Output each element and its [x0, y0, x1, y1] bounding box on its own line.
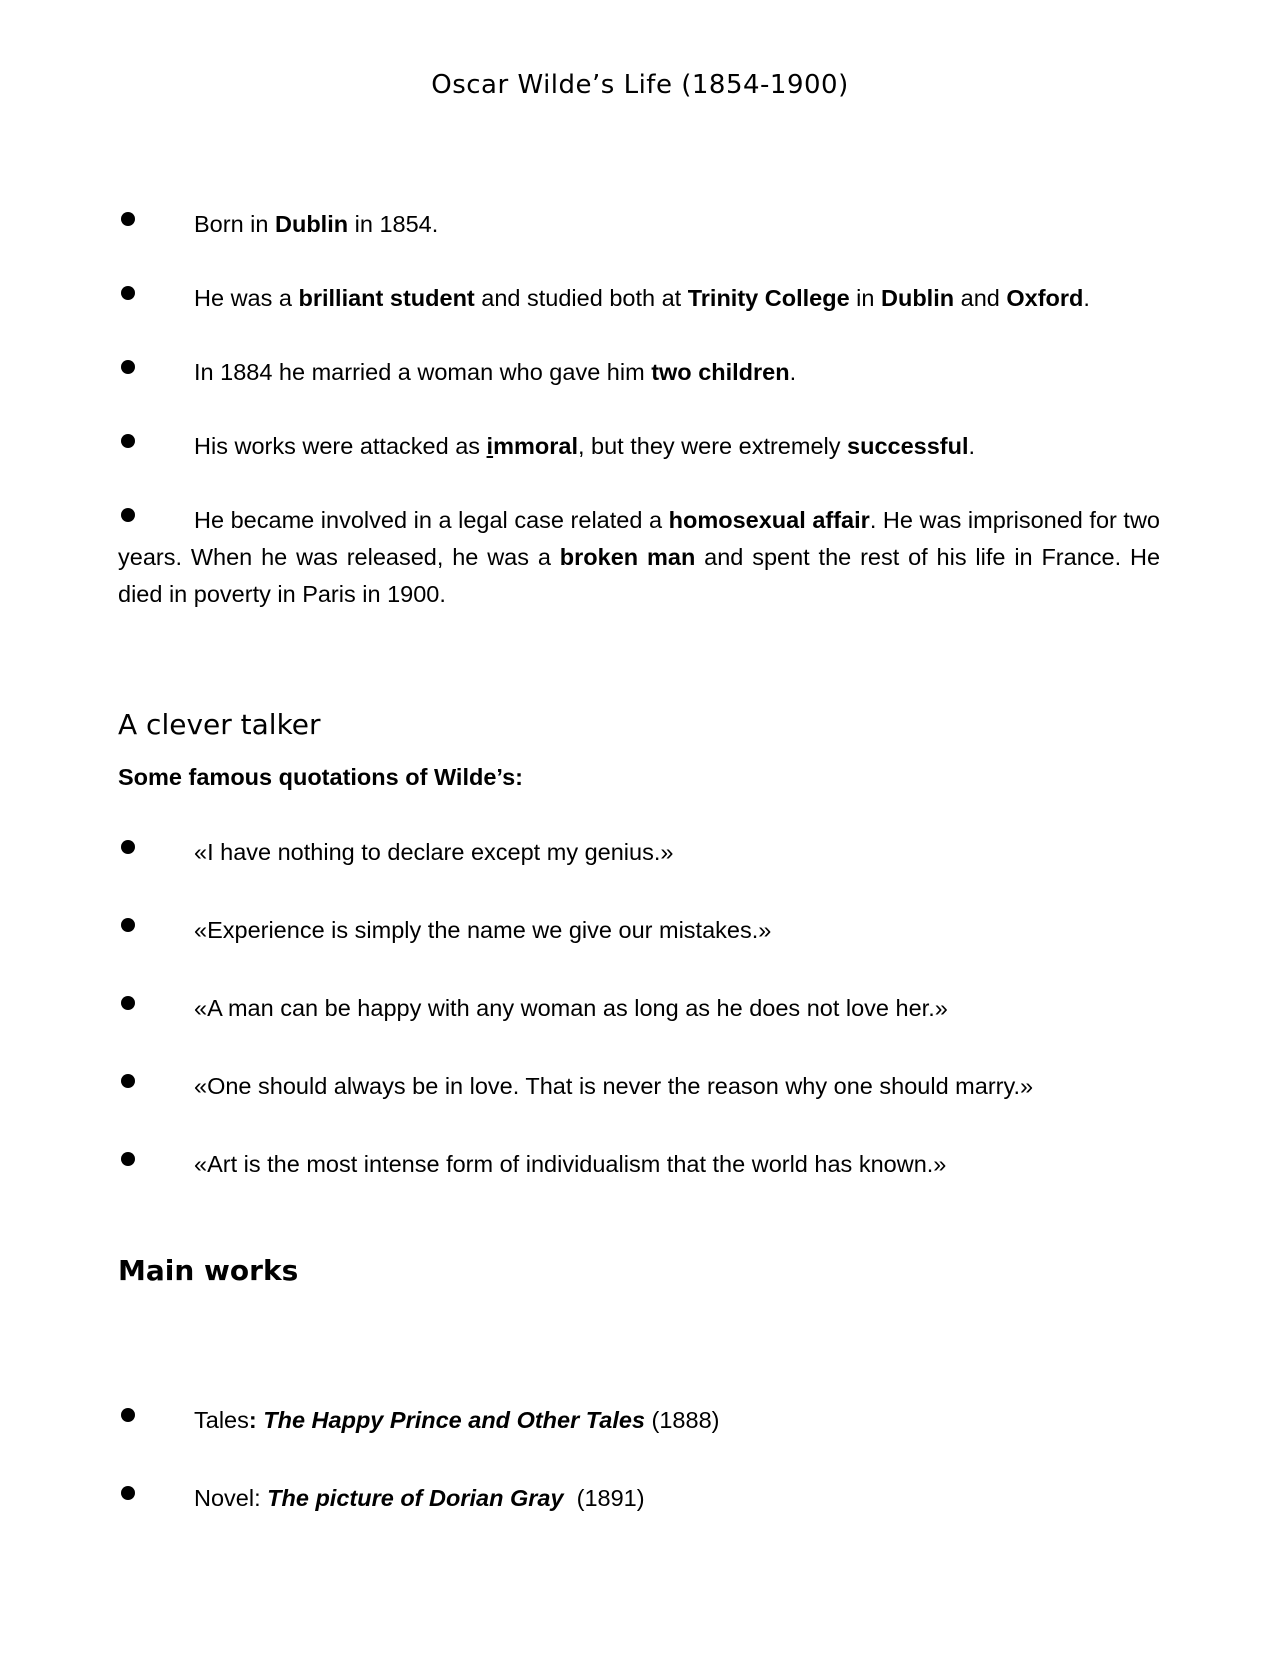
bullet-icon — [121, 918, 135, 932]
bullet-icon — [121, 1152, 135, 1166]
bullet-icon — [121, 286, 135, 300]
bullet-icon — [121, 434, 135, 448]
bullet-icon — [121, 212, 135, 226]
quote-item: «A man can be happy with any woman as long as he does not love her.» — [118, 990, 1160, 1027]
work-item: Tales: The Happy Prince and Other Tales (1888) — [118, 1402, 1160, 1439]
list-item: He became involved in a legal case related a homosexual affair. He was imprisoned for two years. When he was released, he was a broken man and spent the rest of his life in France. He died in poverty in Paris in 1900. — [118, 507, 1161, 607]
quote-item: «One should always be in love. That is never the reason why one should marry.» — [118, 1068, 1160, 1105]
bullet-icon — [121, 360, 135, 374]
bullet-icon — [121, 996, 135, 1010]
work-item: Novel: The picture of Dorian Gray (1891) — [118, 1480, 1160, 1517]
list-item: Born in Dublin in 1854. — [118, 206, 1160, 243]
quote-item: «I have nothing to declare except my genius.» — [118, 834, 1160, 871]
page-title: Oscar Wilde’s Life (1854-1900) — [431, 70, 849, 100]
section-heading-works: Main works — [118, 1254, 299, 1287]
quotations-subheading: Some famous quotations of Wilde’s: — [118, 764, 523, 790]
list-item: In 1884 he married a woman who gave him two children. — [118, 354, 1160, 391]
bullet-icon — [121, 1074, 135, 1088]
quote-item: «Art is the most intense form of individualism that the world has known.» — [118, 1146, 1160, 1183]
bullet-icon — [121, 508, 135, 522]
bullet-icon — [121, 1408, 135, 1422]
bullet-icon — [121, 1486, 135, 1500]
list-item: He was a brilliant student and studied both at Trinity College in Dublin and Oxford. — [118, 280, 1160, 317]
section-heading-talker: A clever talker — [118, 708, 321, 741]
list-item: His works were attacked as immoral, but they were extremely successful. — [118, 428, 1160, 465]
quote-item: «Experience is simply the name we give our mistakes.» — [118, 912, 1160, 949]
bullet-icon — [121, 840, 135, 854]
